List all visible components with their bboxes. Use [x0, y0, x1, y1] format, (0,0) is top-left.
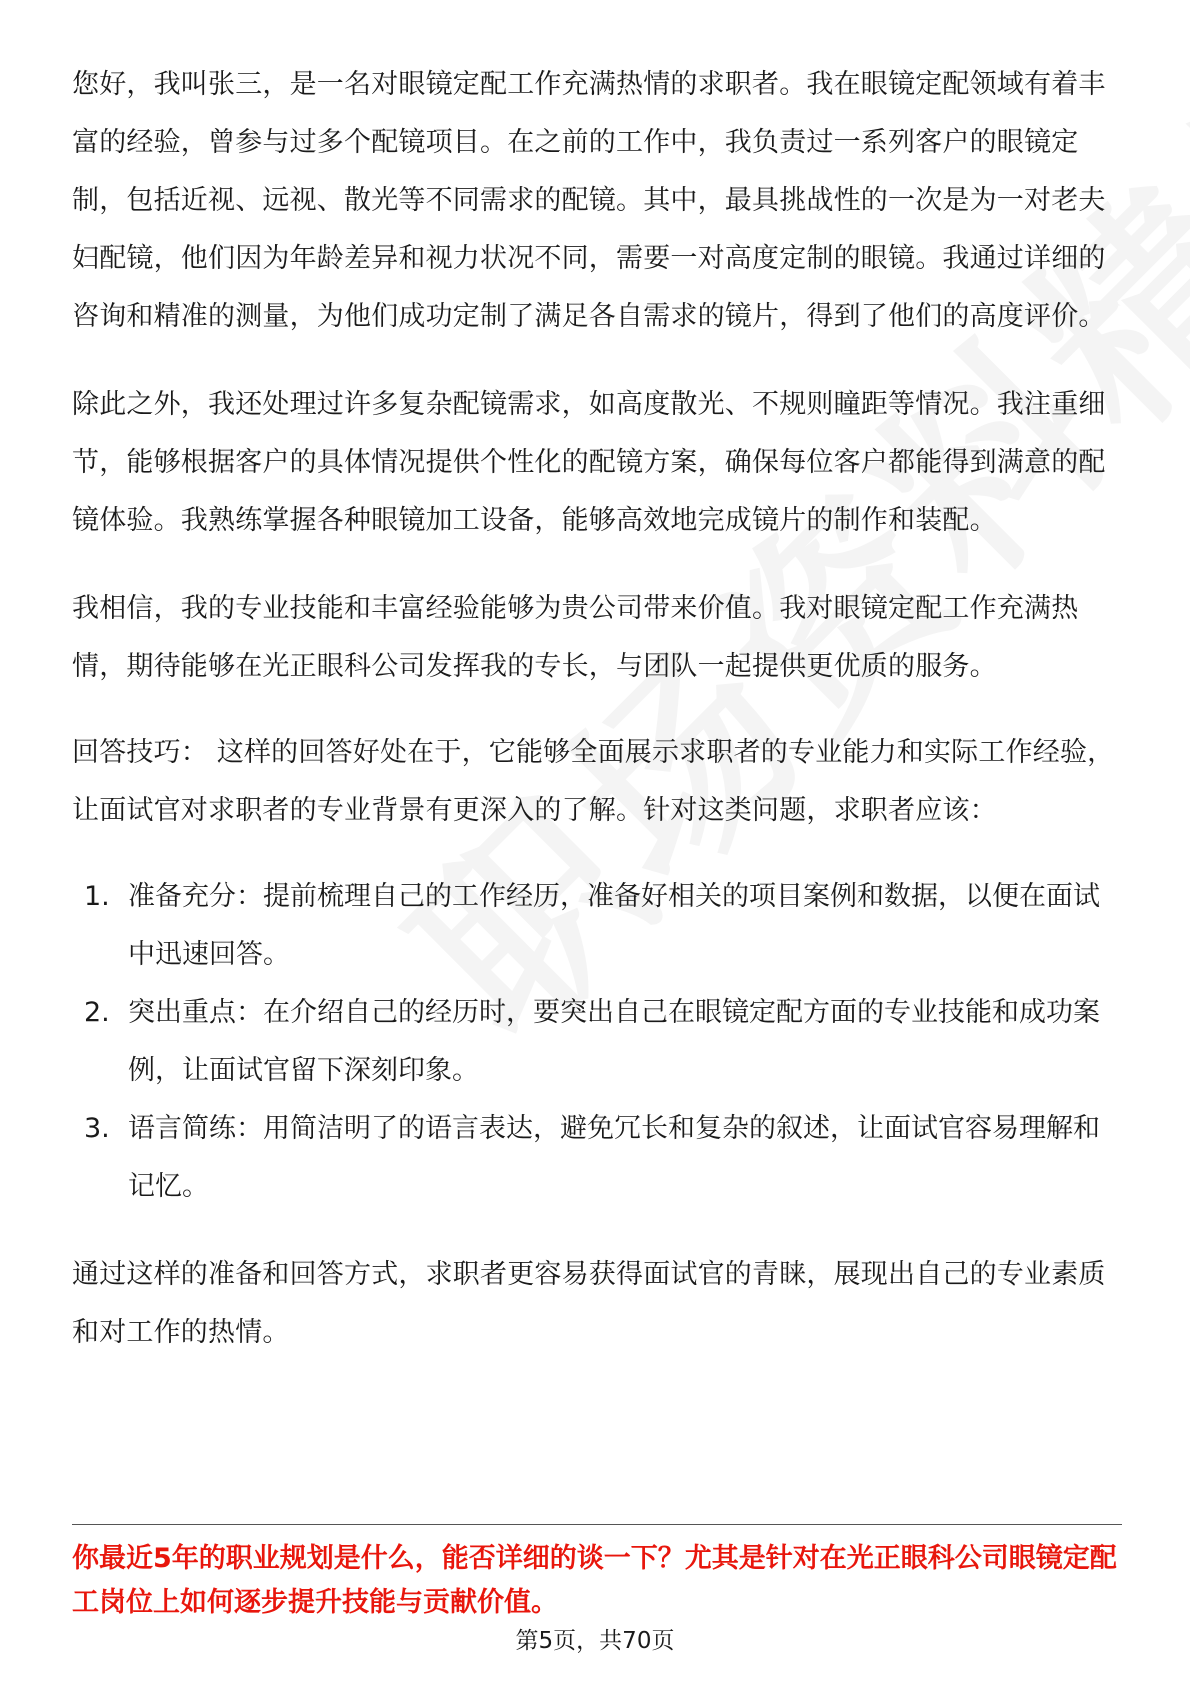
list-item-text: 突出重点：在介绍自己的经历时，要突出自己在眼镜定配方面的专业技能和成功案例，让面试官留下深刻印象。: [128, 997, 1100, 1086]
next-question-heading: 你最近5年的职业规划是什么，能否详细的谈一下？尤其是针对在光正眼科公司眼镜定配工岗位上如何逐步提升技能与贡献价值。: [72, 1543, 1117, 1618]
list-item-number: 1.: [84, 881, 110, 912]
answer-paragraph-1: 您好，我叫张三，是一名对眼镜定配工作充满热情的求职者。我在眼镜定配领域有着丰富的经验，曾参与过多个配镜项目。在之前的工作中，我负责过一系列客户的眼镜定制，包括近视、远视、散光等不同需求的配镜。其中，最具挑战性的一次是为一对老夫妇配镜，他们因为年龄差异和视力状况不同，需要一对高度定制的眼镜。我通过详细的咨询和精准的测量，为他们成功定制了满足各自需求的镜片，得到了他们的高度评价。: [72, 69, 1106, 332]
page-number-footer: 第5页，共70页: [515, 1628, 675, 1654]
list-item-text: 语言简练：用简洁明了的语言表达，避免冗长和复杂的叙述，让面试官容易理解和记忆。: [128, 1113, 1100, 1202]
answer-paragraph-2: 除此之外，我还处理过许多复杂配镜需求，如高度散光、不规则瞳距等情况。我注重细节，能够根据客户的具体情况提供个性化的配镜方案，确保每位客户都能得到满意的配镜体验。我熟练掌握各种眼镜加工设备，能够高效地完成镜片的制作和装配。: [72, 389, 1106, 536]
list-item-number: 2.: [84, 997, 110, 1028]
section-divider: [72, 1524, 1122, 1525]
answer-body: [72, 56, 1122, 1362]
list-item: [72, 1100, 1122, 1216]
conclusion-paragraph: 通过这样的准备和回答方式，求职者更容易获得面试官的青睐，展现出自己的专业素质和对工作的热情。: [72, 1259, 1106, 1348]
list-item: [72, 984, 1122, 1100]
list-item-text: 准备充分：提前梳理自己的工作经历，准备好相关的项目案例和数据，以便在面试中迅速回答。: [128, 881, 1100, 970]
list-item: [72, 868, 1122, 984]
tips-list: [72, 868, 1122, 1216]
answer-tips-intro: 回答技巧： 这样的回答好处在于，它能够全面展示求职者的专业能力和实际工作经验，让面试官对求职者的专业背景有更深入的了解。针对这类问题，求职者应该：: [72, 737, 1115, 826]
list-item-number: 3.: [84, 1113, 110, 1144]
answer-paragraph-3: 我相信，我的专业技能和丰富经验能够为贵公司带来价值。我对眼镜定配工作充满热情，期待能够在光正眼科公司发挥我的专长，与团队一起提供更优质的服务。: [72, 593, 1079, 682]
